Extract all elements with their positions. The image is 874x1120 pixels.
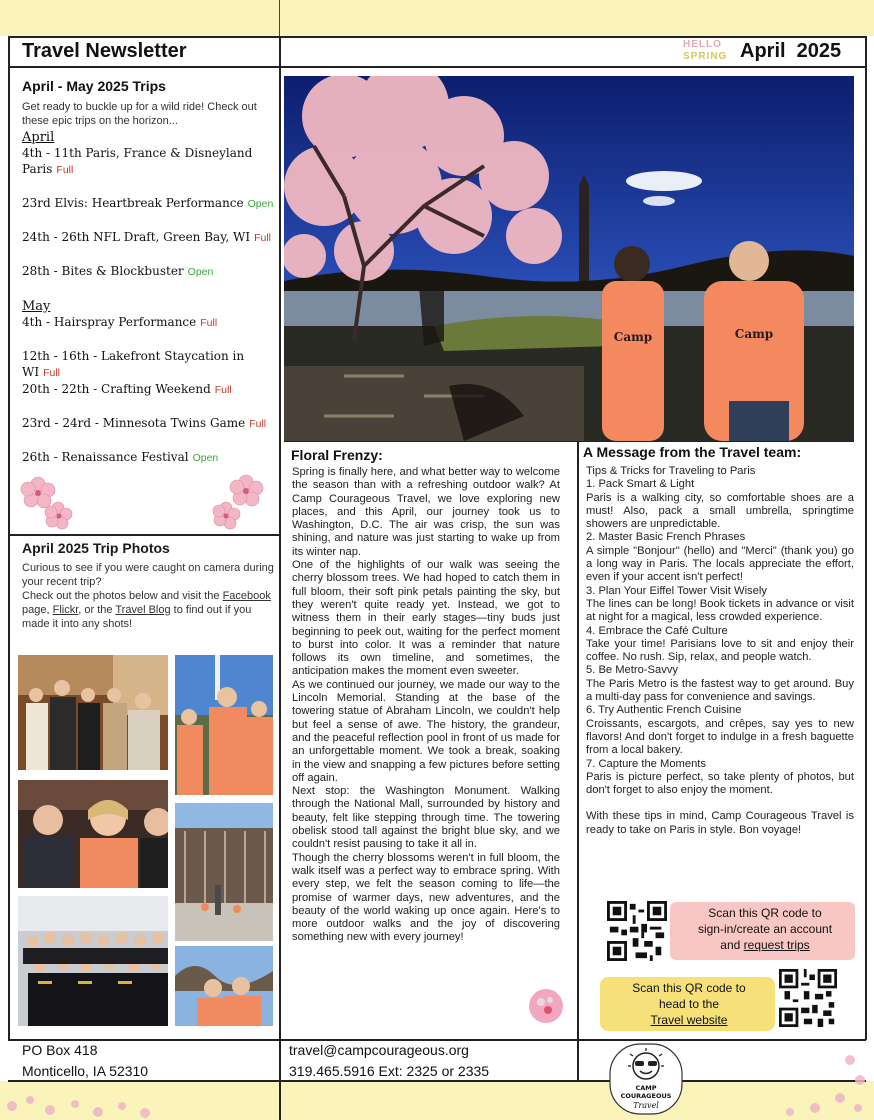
footer-blossom-icon [0, 1086, 160, 1120]
header-rule-top [8, 36, 866, 38]
trip-item: 20th - 22th - Crafting Weekend Full [22, 382, 232, 396]
column-divider [279, 0, 280, 36]
trips-intro: Get ready to buckle up for a wild ride! Check out these epic trips on the horizon... [22, 101, 257, 127]
website-qr-code[interactable] [779, 969, 837, 1027]
trips-section [22, 78, 274, 466]
svg-text:Camp: Camp [613, 330, 653, 344]
footer-blossom-icon [760, 1050, 870, 1120]
image-rule [284, 441, 854, 442]
trip-photo-pair [175, 946, 273, 1026]
travel-website-link[interactable]: Travel website [650, 1013, 728, 1027]
message-title: A Message from the Travel team: [583, 444, 802, 460]
month-april: April [22, 130, 55, 145]
trips-title: April - May 2025 Trips [22, 78, 166, 94]
status-badge: Open [187, 266, 214, 278]
status-badge: Open [247, 198, 274, 210]
status-badge: Full [249, 418, 267, 430]
flickr-link[interactable]: Flickr [52, 604, 79, 616]
contact-email[interactable]: travel@campcourageous.org [289, 1042, 469, 1058]
cherry-blossom-icon [212, 470, 272, 530]
status-badge: Open [192, 452, 219, 464]
svg-text:COURAGEOUS: COURAGEOUS [620, 1092, 672, 1100]
hello-spring-logo: HELLO SPRING [683, 39, 728, 62]
cherry-blossom-icon [16, 470, 76, 530]
svg-text:Camp: Camp [734, 327, 774, 341]
status-badge: Full [43, 367, 60, 379]
floral-article: Spring is finally here, and what better way to welcome the season than with a refreshing outdoor walk? At Camp Courageous Travel, we love exploring new places, and this April, our journey took us to Washington, D.C. The air was crisp, the sun was shining, and nature was just starting to wake up from its winter nap. One of the highlights of our walk was seeing the cherry blossom trees. We had hoped to catch them in full bloom, their soft pink petals painting the sky, but they weren't quite ready yet. Instead, we got to witness them in their early stages—tiny buds just beginning to peek out, waiting for the perfect moment to burst into color. It was a reminder that nature follows its own timeline, and sometimes, the anticipation makes the moment even sweeter. As we continued our journey, we made our way to the Lincoln Memorial. Standing at the base of the towering statue of Abraham Lincoln, we couldn't help but feel a sense of awe. The history, the grandeur, and the peaceful reflection pool in front of us made for an unforgettable moment. We took a break, soaking in the view and snapping a few pictures before setting off again. Next stop: the Washington Monument. Walking through the National Mall, surrounded by history and beauty, felt like stepping through time. The towering obelisk stood tall against the bright blue sky, and we couldn't resist pausing to take it all in. Though the cherry blossoms weren't in full bloom, the walk itself was a perfect way to embrace spring. With every step, we felt the season coming to life—the promise of warmer days, new adventures, and the beauty of the world waking up once again. Here's to more outdoor walks and the joy of discovering something new with every journey! [292, 466, 560, 944]
trip-photo-group-indoor [18, 655, 168, 770]
photos-intro: Curious to see if you were caught on camera during your recent trip? Check out the photos below and visit the Facebook page, Flickr, or the Travel Blog to find out if you made it into any shots! [22, 562, 274, 630]
message-tips: Tips & Tricks for Traveling to Paris 1. Pack Smart & Light Paris is a walking city, so comfortable shoes are a must! Also, pack a small umbrella, springtime showers are unpredictable. 2. Master Basic French Phrases A simple "Bonjour" (hello) and "Merci" (thank you) go a long way in Paris. The locals appreciate the effort, even if your accent isn't perfect! 3. Plan Your Eiffel Tower Visit Wisely The lines can be long! Book tickets in advance or visit at night for a magical, less crowded experience. 4. Embrace the Café Culture Take your time! Parisians love to sit and enjoy their coffee. No rush. Sip, relax, and people watch. 5. Be Metro-Savvy The Paris Metro is the fastest way to get around. Buy a multi-day pass for convenience and savings. 6. Try Authentic French Cuisine Croissants, escargots, and crêpes, say yes to new flavors! And don't forget to indulge in a fresh baguette from a local bakery. 7. Capture the Moments Paris is picture perfect, so take plenty of photos, but don't forget to also enjoy the moment. With these tips in mind, Camp Courageous Travel is ready to take on Paris in style. Bon voyage! [586, 465, 854, 836]
camp-courageous-travel-logo [608, 1042, 684, 1116]
middle-column-rule [577, 442, 579, 1081]
trip-photo-stadium [175, 803, 273, 941]
blossom-sticker-icon [528, 988, 564, 1024]
contact-info [289, 1040, 489, 1082]
issue-date: April 2025 [740, 40, 842, 62]
newsletter-title: Travel Newsletter [22, 40, 187, 62]
travel-blog-link[interactable]: Travel Blog [115, 604, 171, 616]
svg-text:CAMP: CAMP [635, 1084, 657, 1092]
status-badge: Full [214, 384, 232, 396]
month-may: May [22, 299, 51, 314]
right-border [865, 36, 867, 1040]
trip-item: 26th - Renaissance Festival Open [22, 450, 219, 464]
floral-title: Floral Frenzy: [291, 447, 383, 463]
left-column-rule [279, 36, 281, 1120]
status-badge: Full [254, 232, 272, 244]
trip-item: 12th - 16th - Lakefront Staycation in WI Full [22, 349, 245, 379]
website-qr-caption: Scan this QR code to head to the Travel website [604, 980, 774, 1028]
trip-item: 23rd Elvis: Heartbreak Performance Open [22, 196, 274, 210]
header-rule-bottom [8, 66, 866, 68]
trip-item: 23rd - 24rd - Minnesota Twins Game Full [22, 416, 267, 430]
mailing-address: PO Box 418 Monticello, IA 52310 [22, 1042, 149, 1079]
contact-phone: 319.465.5916 Ext: 2325 or 2335 [289, 1063, 490, 1079]
left-section-rule [8, 534, 279, 536]
status-badge: Full [200, 317, 218, 329]
trip-photo-monument [175, 655, 273, 795]
facebook-link[interactable]: Facebook [222, 590, 271, 602]
trip-photo-large-group [18, 896, 168, 1026]
trip-photo-selfie [18, 780, 168, 888]
status-badge: Full [56, 164, 74, 176]
trip-item: 4th - 11th Paris, France & Disneyland Paris Full [22, 146, 253, 176]
request-trips-link[interactable]: request trips [743, 938, 810, 952]
signin-qr-caption: Scan this QR code to sign-in/create an account and request trips [697, 906, 833, 952]
svg-text:Travel: Travel [633, 1101, 659, 1110]
trip-item: 24th - 26th NFL Draft, Green Bay, WI Full [22, 230, 272, 244]
photos-title: April 2025 Trip Photos [22, 540, 170, 556]
left-border [8, 36, 10, 1040]
signin-qr-code[interactable] [607, 901, 667, 961]
trip-item: 4th - Hairspray Performance Full [22, 315, 218, 329]
trip-item: 28th - Bites & Blockbuster Open [22, 264, 214, 278]
top-band [0, 0, 874, 36]
main-photo-washington-dc [284, 76, 854, 441]
